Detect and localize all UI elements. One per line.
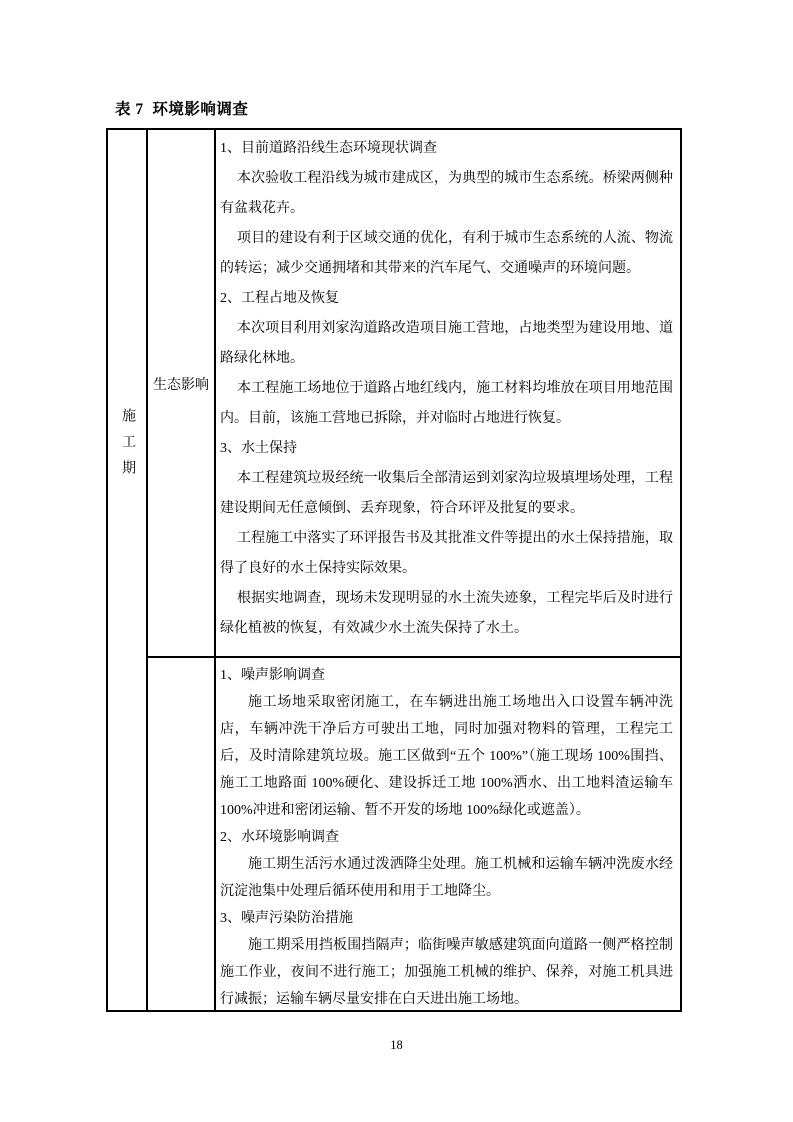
paragraph: 施工场地采取密闭施工，在车辆进出施工场地出入口设置车辆冲洗店，车辆冲洗干净后方可驶出工地，同时加强对物料的管理，工程完工后，及时清除建筑垃圾。施工区做到“五个 100%”（施工现场 100%围挡、施工工地路面 100%硬化、建设拆迁工地 100%洒水、出工地料渣运输车 100%冲进和密闭运输、暂不开发的场地 100%绿化或遮盖）。 bbox=[220, 695, 673, 818]
paragraph: 项目的建设有利于区域交通的优化，有利于城市生态系统的人流、物流的转运；减少交通拥堵和其带来的汽车尾气、交通噪声的环境问题。 bbox=[220, 231, 673, 276]
section-heading: 3、噪声污染防治措施 bbox=[220, 911, 353, 926]
paragraph: 根据实地调查，现场未发现明显的水土流失迹象，工程完毕后及时进行绿化植被的恢复，有效减少水土流失保持了水土。 bbox=[220, 591, 673, 636]
paragraph: 工程施工中落实了环评报告书及其批准文件等提出的水土保持措施，取得了良好的水土保持实际效果。 bbox=[220, 531, 673, 576]
section-heading: 2、水环境影响调查 bbox=[220, 830, 339, 845]
paragraph: 本工程施工场地位于道路占地红线内，施工材料均堆放在项目用地范围内。目前，该施工营地已拆除，并对临时占地进行恢复。 bbox=[220, 381, 673, 426]
table-row-ecological bbox=[148, 130, 680, 658]
category-cell-ecological-impact: 生态影响 bbox=[148, 130, 216, 656]
content-cell-ecological bbox=[216, 130, 680, 656]
section-heading: 2、工程占地及恢复 bbox=[220, 291, 339, 306]
environment-impact-table bbox=[106, 128, 682, 1012]
paragraph: 施工期生活污水通过泼洒降尘处理。施工机械和运输车辆冲洗废水经沉淀池集中处理后循环使用和用于工地降尘。 bbox=[220, 857, 673, 899]
paragraph: 本工程建筑垃圾经统一收集后全部清运到刘家沟垃圾填埋场处理，工程建设期间无任意倾倒、丢弃现象，符合环评及批复的要求。 bbox=[220, 471, 673, 516]
section-heading: 1、噪声影响调查 bbox=[220, 668, 325, 683]
category-cell-empty bbox=[148, 658, 216, 1010]
content-cell-noise-water bbox=[216, 658, 680, 1010]
table-row-noise-water bbox=[148, 658, 680, 1010]
row-header-label: 施工期 bbox=[120, 408, 135, 486]
page-number: 18 bbox=[390, 1038, 403, 1052]
table-main-column bbox=[148, 130, 680, 1010]
section-heading: 1、目前道路沿线生态环境现状调查 bbox=[220, 141, 437, 156]
table-caption: 表 7 环境影响调查 bbox=[115, 101, 249, 118]
paragraph: 施工期采用挡板围挡隔声；临街噪声敏感建筑面向道路一侧严格控制施工作业，夜间不进行施工；加强施工机械的维护、保养，对施工机具进行减振；运输车辆尽量安排在白天进出施工场地。 bbox=[220, 938, 673, 1007]
row-header-cell-construction-period bbox=[108, 130, 148, 1010]
paragraph: 本次项目利用刘家沟道路改造项目施工营地，占地类型为建设用地、道路绿化林地。 bbox=[220, 321, 673, 366]
paragraph: 本次验收工程沿线为城市建成区，为典型的城市生态系统。桥梁两侧种有盆栽花卉。 bbox=[220, 171, 673, 216]
section-heading: 3、水土保持 bbox=[220, 441, 297, 456]
